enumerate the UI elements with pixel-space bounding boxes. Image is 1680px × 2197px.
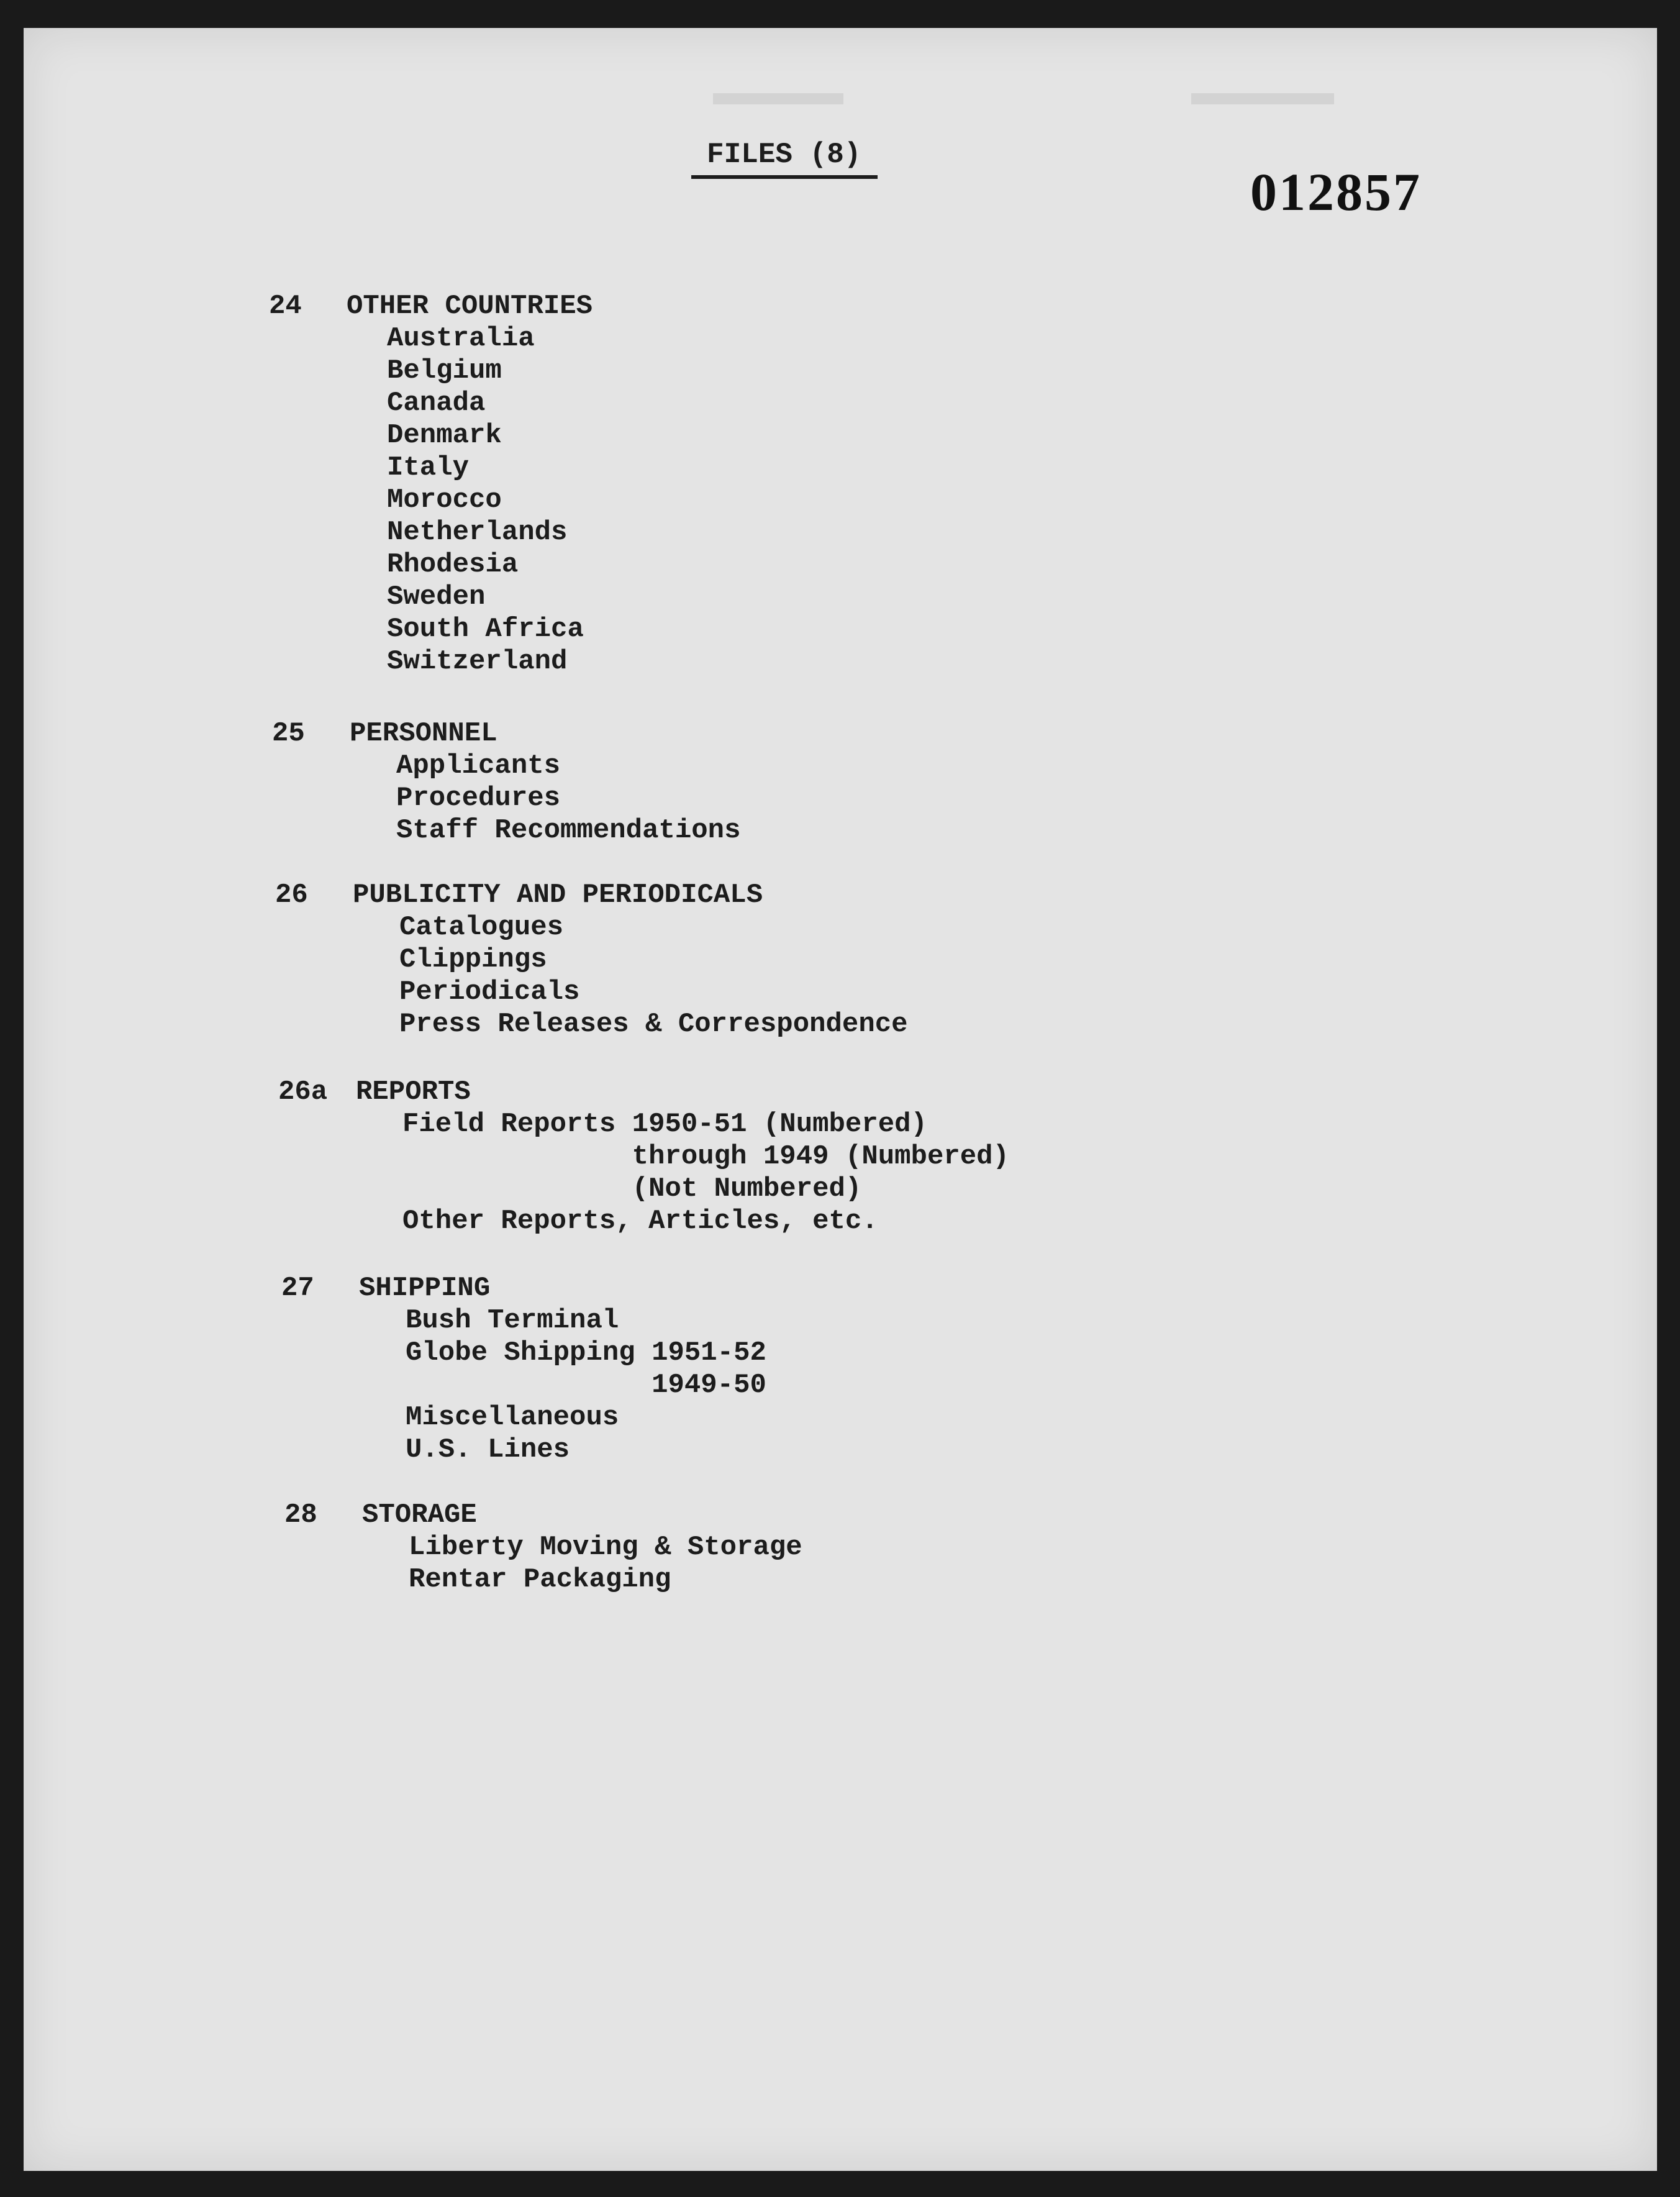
list-item: Australia (387, 323, 535, 354)
bleed-through-mark (1191, 93, 1334, 104)
list-item: Denmark (387, 420, 502, 451)
section-title: PERSONNEL (350, 718, 497, 749)
section-number: 24 (269, 291, 302, 322)
title-underline (691, 175, 878, 179)
document-page (24, 28, 1657, 2171)
list-item: 1949-50 (406, 1370, 766, 1401)
list-item: Canada (387, 388, 486, 419)
section-items (402, 1108, 1009, 1237)
list-item: Italy (387, 452, 470, 483)
section-items (409, 1531, 802, 1596)
list-item: Staff Recommendations (396, 815, 741, 846)
list-item: Sweden (387, 581, 486, 612)
section-items (399, 911, 908, 1040)
section-title: STORAGE (362, 1499, 477, 1531)
list-item: Bush Terminal (406, 1305, 619, 1336)
section-title: PUBLICITY AND PERIODICALS (353, 880, 763, 911)
list-item: through 1949 (Numbered) (402, 1141, 1009, 1172)
section-title: REPORTS (356, 1076, 471, 1108)
list-item: U.S. Lines (406, 1434, 570, 1465)
bleed-through-mark (713, 93, 843, 104)
list-item: Periodicals (399, 976, 580, 1008)
list-item: Liberty Moving & Storage (409, 1532, 802, 1563)
section-title: SHIPPING (359, 1273, 491, 1304)
list-item: Morocco (387, 484, 502, 516)
section-items (396, 750, 741, 847)
section-number: 25 (272, 718, 305, 749)
section-items (406, 1304, 766, 1466)
list-item: Miscellaneous (406, 1402, 619, 1433)
section-items (387, 322, 584, 678)
section-number: 26 (275, 880, 308, 911)
list-item: Switzerland (387, 646, 568, 677)
document-number: 012857 (1250, 162, 1422, 222)
list-item: Other Reports, Articles, etc. (402, 1206, 878, 1237)
list-item: Press Releases & Correspondence (399, 1009, 908, 1040)
list-item: Netherlands (387, 517, 568, 548)
list-item: Procedures (396, 783, 561, 814)
list-item: Catalogues (399, 912, 564, 943)
list-item: Globe Shipping 1951-52 (406, 1337, 766, 1368)
section-title: OTHER COUNTRIES (347, 291, 593, 322)
list-item: Clippings (399, 944, 547, 975)
list-item: Rentar Packaging (409, 1564, 671, 1595)
list-item: Field Reports 1950-51 (Numbered) (402, 1109, 927, 1140)
page-title: FILES (8) (707, 139, 861, 171)
section-number: 26a (278, 1076, 328, 1108)
list-item: South Africa (387, 614, 584, 645)
list-item: Rhodesia (387, 549, 519, 580)
list-item: (Not Numbered) (402, 1173, 862, 1204)
section-number: 28 (284, 1499, 317, 1531)
list-item: Belgium (387, 355, 502, 386)
section-number: 27 (281, 1273, 314, 1304)
list-item: Applicants (396, 750, 561, 781)
